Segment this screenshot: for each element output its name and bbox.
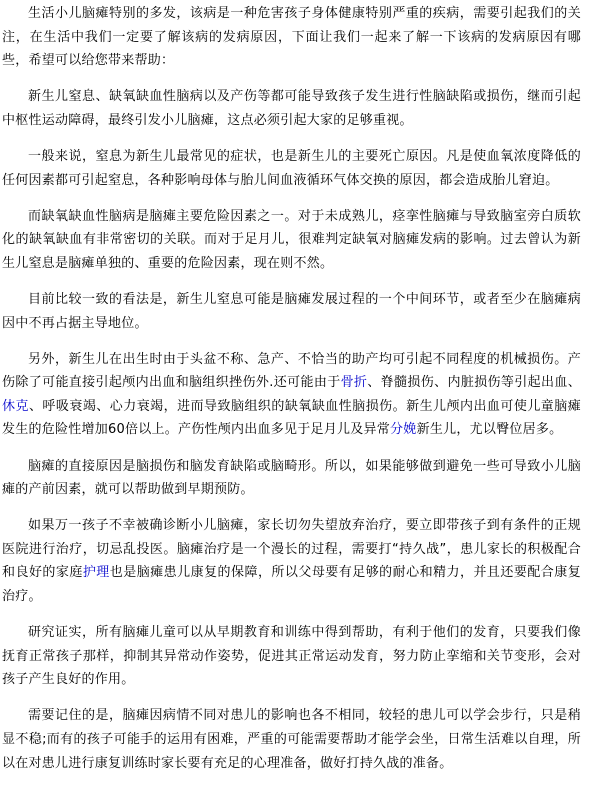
paragraph: [2, 205, 581, 276]
paragraph-text: 另外，新生儿在出生时由于头盆不称、急产、不恰当的助产均可引起不同程度的机械损伤。产伤除了可能直接引起颅内出血和脑组织挫伤外.还可能由于: [2, 351, 581, 391]
paragraph-text: 而缺氧缺血性脑病是脑瘫主要危险因素之一。对于未成熟儿，痉挛性脑瘫与导致脑室旁白质软化的缺氧缺血有非常密切的关联。而对于足月儿，很难判定缺氧对脑瘫发病的影响。过去曾认为新生儿窒息是脑瘫单独的、重要的危险因素，现在则不然。: [2, 208, 581, 271]
link-nursing[interactable]: 护理: [82, 565, 110, 581]
paragraph-text: 也是脑瘫患儿康复的保障，所以父母要有足够的耐心和精力，并且还要配合康复治疗。: [2, 565, 581, 604]
paragraph-text: 、呼吸衰竭、心力衰竭，进而导致脑组织的缺氧缺血性脑损伤。新生儿颅内出血可使儿童脑瘫发生的危险性增加60倍以上。产伤性颅内出血多见于足月儿及异常: [2, 398, 581, 438]
paragraph: [2, 621, 581, 692]
link-fracture[interactable]: 骨折: [340, 375, 368, 391]
paragraph-text: 需要记住的是，脑瘫因病情不同对患儿的影响也各不相同，较轻的患儿可以学会步行，只是稍显不稳;而有的孩子可能手的运用有困难，严重的可能需要帮助才能学会坐，日常生活难以自理，所以在对患儿进行康复训练时家长要有充足的心理准备，做好打持久战的准备。: [2, 708, 581, 771]
paragraph-text: 新生儿，尤以臀位居多。: [416, 422, 563, 438]
paragraph-text: 新生儿窒息、缺氧缺血性脑病以及产伤等都可能导致孩子发生进行性脑缺陷或损伤，继而引起中枢性运动障碍，最终引发小儿脑瘫，这点必须引起大家的足够重视。: [2, 89, 581, 128]
link-shock[interactable]: 休克: [2, 398, 29, 414]
paragraph-text: 脑瘫的直接原因是脑损伤和脑发育缺陷或脑畸形。所以，如果能够做到避免一些可导致小儿脑瘫的产前因素，就可以帮助做到早期预防。: [2, 458, 581, 498]
paragraph-text: 生活小儿脑瘫特别的多发，该病是一种危害孩子身体健康特别严重的疾病，需要引起我们的关注，在生活中我们一定要了解该病的发病原因，下面让我们一起来了解一下该病的发病原因有哪些，希望可以给您带来帮助：: [2, 6, 581, 69]
paragraph: [2, 704, 581, 775]
paragraph-text: 、脊髓损伤、内脏损伤等引起出血、: [367, 375, 581, 391]
paragraph: [2, 2, 581, 73]
paragraph: [2, 85, 581, 132]
paragraph: [2, 288, 581, 335]
paragraph-text: 目前比较一致的看法是，新生儿窒息可能是脑瘫发展过程的一个中间环节，或者至少在脑瘫病因中不再占据主导地位。: [2, 291, 581, 331]
paragraph: [2, 348, 581, 442]
paragraph: [2, 145, 581, 192]
link-childbirth[interactable]: 分娩: [390, 422, 417, 438]
paragraph-text: 如果万一孩子不幸被确诊断小儿脑瘫，家长切勿失望放弃治疗，要立即带孩子到有条件的正规医院进行治疗，切忌乱投医。脑瘫治疗是一个漫长的过程，需要打“持久战”，患儿家长的积极配合和良好的家庭: [2, 518, 581, 581]
paragraph-text: 一般来说，窒息为新生儿最常见的症状，也是新生儿的主要死亡原因。凡是使血氧浓度降低的任何因素都可引起窒息，各种影响母体与胎儿间血液循环气体交换的原因，都会造成胎儿窘迫。: [2, 148, 581, 188]
paragraph-text: 研究证实，所有脑瘫儿童可以从早期教育和训练中得到帮助，有利于他们的发育，只要我们像抚育正常孩子那样，抑制其异常动作姿势，促进其正常运动发育，努力防止挛缩和关节变形，会对孩子产生良好的作用。: [2, 625, 581, 688]
paragraph: [2, 514, 581, 608]
paragraph: [2, 455, 581, 502]
